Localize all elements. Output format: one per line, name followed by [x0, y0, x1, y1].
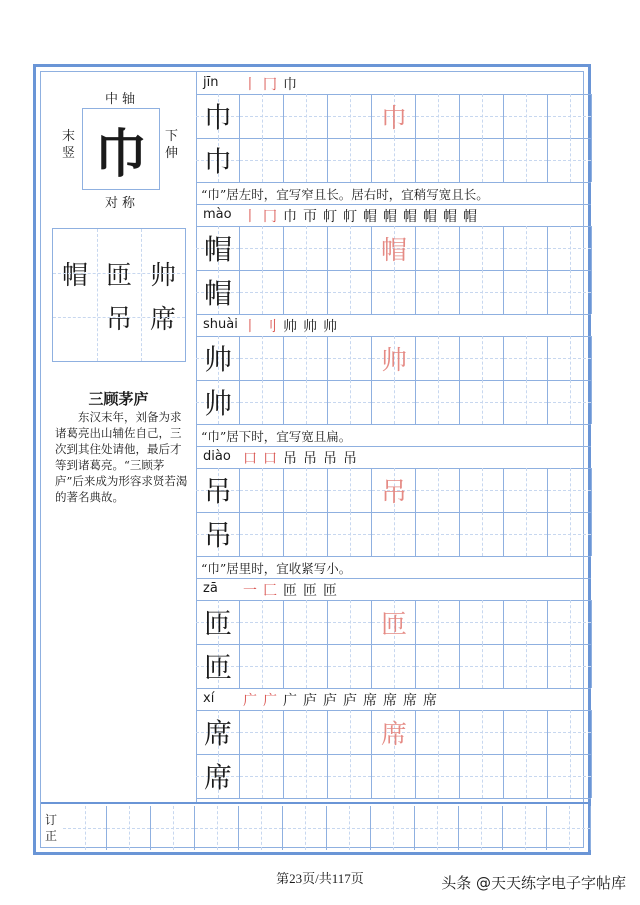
practice-cell[interactable] [460, 336, 504, 380]
stroke-step: 席 [423, 693, 437, 709]
stroke-step: 巾 [283, 209, 297, 225]
stroke-step: 吊 [303, 451, 317, 467]
practice-cell[interactable] [548, 710, 592, 754]
practice-cell[interactable] [548, 644, 592, 688]
practice-cell[interactable] [372, 380, 416, 424]
revision-cell[interactable] [151, 806, 195, 850]
worksheet-frame [33, 64, 591, 855]
pinyin-row [196, 446, 591, 469]
practice-cell[interactable] [416, 336, 460, 380]
practice-cell[interactable] [372, 138, 416, 182]
revision-cell[interactable] [503, 806, 547, 850]
stroke-step: 广 [283, 693, 297, 709]
practice-row [196, 754, 591, 799]
stroke-step: 匝 [283, 583, 297, 599]
practice-cell[interactable] [548, 138, 592, 182]
stroke-step: 席 [403, 693, 417, 709]
stroke-step: 帀 [303, 209, 317, 225]
model-char: 帽 [203, 233, 232, 266]
annotation-left: 末竖 [62, 129, 76, 161]
trace-char: 帅 [380, 345, 407, 376]
practice-cell[interactable] [284, 138, 328, 182]
grid-guide [53, 317, 185, 318]
practice-cell[interactable] [548, 94, 592, 138]
stroke-step: 帅 [323, 319, 337, 335]
stroke-step: 刂 [263, 319, 277, 335]
practice-cell[interactable] [328, 380, 372, 424]
practice-cell[interactable] [416, 380, 460, 424]
revision-cell[interactable] [371, 806, 415, 850]
practice-cell[interactable] [460, 512, 504, 556]
stroke-step: 庐 [323, 693, 337, 709]
stroke-step: 帽 [383, 209, 397, 225]
stroke-step: 帽 [363, 209, 377, 225]
practice-row [196, 94, 591, 139]
stroke-order [240, 448, 360, 468]
practice-cell[interactable] [460, 468, 504, 512]
practice-cell[interactable] [504, 380, 548, 424]
practice-cell[interactable] [416, 138, 460, 182]
practice-cell[interactable] [460, 226, 504, 270]
writing-tip-row [196, 424, 591, 447]
pinyin-row [196, 314, 591, 337]
practice-cell[interactable] [240, 270, 284, 314]
practice-row [196, 710, 591, 755]
practice-cell[interactable] [416, 94, 460, 138]
model-char: 匝 [203, 607, 232, 640]
annotation-top: 中轴 [105, 92, 140, 107]
practice-cell[interactable] [240, 600, 284, 644]
stroke-step: 帄 [323, 209, 337, 225]
revision-cell[interactable] [63, 806, 107, 850]
practice-cell[interactable] [460, 600, 504, 644]
writing-tip: “巾”居下时，宜写宽且扁。 [201, 429, 352, 444]
practice-cell[interactable] [284, 336, 328, 380]
practice-cell[interactable] [328, 468, 372, 512]
practice-cell[interactable] [548, 600, 592, 644]
related-char: 帅 [149, 260, 176, 291]
practice-cell[interactable] [504, 138, 548, 182]
stroke-step: 口 [263, 451, 277, 467]
stroke-step: 席 [363, 693, 377, 709]
trace-char: 吊 [380, 477, 407, 508]
practice-cell[interactable] [416, 270, 460, 314]
practice-cell[interactable] [548, 468, 592, 512]
left-panel [41, 72, 197, 802]
practice-cell[interactable] [372, 270, 416, 314]
revision-cell[interactable] [283, 806, 327, 850]
revision-cell[interactable] [239, 806, 283, 850]
practice-cell[interactable] [504, 336, 548, 380]
practice-cell[interactable] [284, 226, 328, 270]
practice-cell[interactable] [504, 710, 548, 754]
stroke-step: 广 [243, 693, 257, 709]
main-char-box [82, 108, 160, 190]
practice-row [196, 226, 591, 271]
stroke-step: 冂 [263, 77, 277, 93]
writing-tip-row [196, 182, 591, 205]
model-char: 巾 [203, 101, 232, 134]
stroke-step: 庐 [343, 693, 357, 709]
practice-cell[interactable] [284, 600, 328, 644]
practice-cell[interactable] [460, 644, 504, 688]
practice-cell[interactable] [240, 644, 284, 688]
grid-guide [141, 229, 142, 361]
pinyin-label: diào [203, 449, 231, 464]
practice-cell[interactable] [460, 710, 504, 754]
writing-tip-row [196, 556, 591, 579]
practice-row [196, 644, 591, 689]
revision-cell[interactable] [459, 806, 503, 850]
practice-cell[interactable] [328, 512, 372, 556]
revision-cell[interactable] [415, 806, 459, 850]
practice-cell[interactable] [504, 644, 548, 688]
practice-cell[interactable] [240, 138, 284, 182]
practice-row [196, 336, 591, 381]
revision-row [41, 802, 591, 852]
stroke-step: 吊 [283, 451, 297, 467]
stroke-step: 丨 [243, 209, 257, 225]
stroke-order [240, 690, 440, 710]
stroke-step: 丨 [243, 77, 257, 93]
practice-cell[interactable] [372, 644, 416, 688]
trace-char: 席 [380, 719, 407, 750]
stroke-step: 帅 [283, 319, 297, 335]
practice-cell[interactable] [284, 512, 328, 556]
practice-cell[interactable] [240, 710, 284, 754]
stroke-step: 庐 [303, 693, 317, 709]
main-char: 巾 [94, 123, 147, 185]
stroke-step: 席 [383, 693, 397, 709]
practice-cell[interactable] [284, 710, 328, 754]
writing-tip: “巾”居左时，宜写窄且长。居右时，宜稍写宽且长。 [201, 187, 489, 202]
practice-cell[interactable] [328, 710, 372, 754]
trace-char: 巾 [380, 103, 407, 134]
practice-cell[interactable] [416, 644, 460, 688]
watermark: 头条 @天天练字电子字帖库 [441, 874, 626, 892]
practice-cell[interactable] [548, 336, 592, 380]
practice-cell[interactable] [328, 94, 372, 138]
practice-cell[interactable] [460, 754, 504, 798]
annotation-bottom: 对称 [105, 196, 140, 211]
practice-cell[interactable] [504, 94, 548, 138]
stroke-step: 丨 [243, 319, 257, 335]
model-char: 席 [203, 761, 232, 794]
practice-cell[interactable] [460, 138, 504, 182]
stroke-step: 帽 [423, 209, 437, 225]
worksheet-inner [40, 71, 584, 848]
practice-cell[interactable] [548, 512, 592, 556]
practice-cell[interactable] [284, 380, 328, 424]
trace-char: 匝 [380, 609, 407, 640]
practice-cell[interactable] [328, 138, 372, 182]
practice-cell[interactable] [240, 336, 284, 380]
stroke-step: 匝 [303, 583, 317, 599]
practice-cell[interactable] [504, 512, 548, 556]
practice-row [196, 138, 591, 183]
stroke-step: 匚 [263, 583, 277, 599]
annotation-right: 下伸 [165, 129, 179, 161]
revision-cell[interactable] [547, 806, 591, 850]
practice-cell[interactable] [240, 226, 284, 270]
pinyin-label: shuài [203, 317, 238, 332]
practice-cell[interactable] [548, 380, 592, 424]
practice-cell[interactable] [416, 512, 460, 556]
stroke-step: 帽 [463, 209, 477, 225]
practice-cell[interactable] [284, 644, 328, 688]
model-char: 帽 [203, 277, 232, 310]
practice-cell[interactable] [240, 754, 284, 798]
practice-row [196, 512, 591, 557]
practice-cell[interactable] [240, 380, 284, 424]
model-char: 帅 [203, 343, 232, 376]
practice-row [196, 270, 591, 315]
grid-guide [97, 229, 98, 361]
practice-cell[interactable] [460, 380, 504, 424]
pinyin-label: jīn [203, 75, 219, 90]
stroke-order [240, 316, 340, 336]
story-title: 三顾茅庐 [88, 390, 149, 408]
model-char: 巾 [203, 145, 232, 178]
stroke-step: 口 [243, 451, 257, 467]
practice-cell[interactable] [504, 754, 548, 798]
practice-cell[interactable] [328, 644, 372, 688]
pinyin-row [196, 688, 591, 711]
practice-cell[interactable] [240, 94, 284, 138]
model-char: 吊 [203, 475, 232, 508]
stroke-order [240, 206, 480, 226]
pinyin-label: xí [203, 691, 215, 706]
model-char: 席 [203, 717, 232, 750]
practice-cell[interactable] [548, 754, 592, 798]
practice-cell[interactable] [328, 600, 372, 644]
practice-cell[interactable] [284, 468, 328, 512]
related-char: 席 [149, 304, 176, 335]
page-footer: 第23页/共117页 [276, 871, 364, 886]
stroke-step: 帽 [443, 209, 457, 225]
stroke-step: 帽 [403, 209, 417, 225]
grid-guide [53, 273, 185, 274]
related-char: 吊 [105, 304, 132, 335]
practice-row [196, 600, 591, 645]
practice-cell[interactable] [416, 754, 460, 798]
model-char: 帅 [203, 387, 232, 420]
writing-tip: “巾”居里时，宜收紧写小。 [201, 561, 352, 576]
pinyin-row [196, 72, 591, 95]
practice-cell[interactable] [284, 754, 328, 798]
practice-cell[interactable] [240, 468, 284, 512]
practice-cell[interactable] [372, 512, 416, 556]
practice-cell[interactable] [416, 710, 460, 754]
stroke-step: 广 [263, 693, 277, 709]
revision-cell[interactable] [327, 806, 371, 850]
practice-cell[interactable] [504, 600, 548, 644]
stroke-step: 帄 [343, 209, 357, 225]
trace-char: 帽 [380, 235, 407, 266]
revision-cell[interactable] [107, 806, 151, 850]
story-text: 东汉末年，刘备为求诸葛亮出山辅佐自己，三次到其住处请他，最后才等到诸葛亮。“三顾茅庐”后来成为形容求贤若渴的著名典故。 [55, 410, 188, 504]
practice-cell[interactable] [548, 226, 592, 270]
practice-cell[interactable] [416, 468, 460, 512]
practice-row [196, 380, 591, 425]
practice-cell[interactable] [416, 226, 460, 270]
practice-cell[interactable] [328, 226, 372, 270]
practice-cell[interactable] [460, 270, 504, 314]
practice-cell[interactable] [240, 512, 284, 556]
stroke-step: 吊 [323, 451, 337, 467]
related-char: 帽 [61, 260, 88, 291]
practice-cell[interactable] [328, 754, 372, 798]
revision-cell[interactable] [195, 806, 239, 850]
practice-cell[interactable] [548, 270, 592, 314]
practice-cell[interactable] [460, 94, 504, 138]
practice-cell[interactable] [284, 270, 328, 314]
practice-cell[interactable] [416, 600, 460, 644]
stroke-step: 帅 [303, 319, 317, 335]
practice-cell[interactable] [372, 754, 416, 798]
practice-cell[interactable] [328, 270, 372, 314]
stroke-step: 匝 [323, 583, 337, 599]
practice-row [196, 468, 591, 513]
pinyin-row [196, 204, 591, 227]
model-char: 匝 [203, 651, 232, 684]
stroke-step: 吊 [343, 451, 357, 467]
stroke-order [240, 580, 340, 600]
stroke-step: 一 [243, 583, 257, 599]
related-char: 匝 [105, 260, 132, 291]
practice-cell[interactable] [504, 468, 548, 512]
pinyin-label: mào [203, 207, 232, 222]
revision-label: 订正 [45, 813, 58, 843]
practice-cell[interactable] [328, 336, 372, 380]
pinyin-label: zā [203, 581, 218, 596]
stroke-order [240, 74, 300, 94]
stroke-step: 巾 [283, 77, 297, 93]
practice-cell[interactable] [504, 270, 548, 314]
stroke-step: 冂 [263, 209, 277, 225]
practice-cell[interactable] [284, 94, 328, 138]
model-char: 吊 [203, 519, 232, 552]
related-chars-grid [52, 228, 186, 362]
pinyin-row [196, 578, 591, 601]
practice-cell[interactable] [504, 226, 548, 270]
